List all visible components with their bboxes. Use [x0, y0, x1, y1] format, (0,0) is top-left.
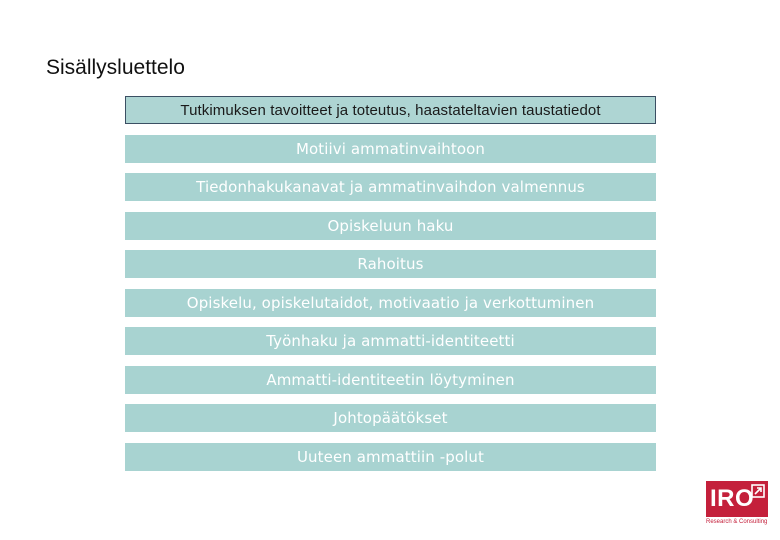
table-of-contents [125, 96, 656, 481]
toc-item-motiivi[interactable]: Motiivi ammatinvaihtoon [125, 135, 656, 163]
toc-item-tutkimuksen-tavoitteet[interactable]: Tutkimuksen tavoitteet ja toteutus, haastateltavien taustatiedot [125, 96, 656, 124]
toc-item-rahoitus[interactable]: Rahoitus [125, 250, 656, 278]
logo-tagline: Research & Consulting [706, 519, 768, 525]
toc-item-opiskeluun-haku[interactable]: Opiskeluun haku [125, 212, 656, 240]
toc-item-ammatti-identiteetin-loytyminen[interactable]: Ammatti-identiteetin löytyminen [125, 366, 656, 394]
page-title: Sisällysluettelo [46, 56, 185, 79]
logo-text: IRO [710, 485, 755, 512]
iro-logo [706, 481, 768, 525]
toc-item-tyonhaku[interactable]: Työnhaku ja ammatti-identiteetti [125, 327, 656, 355]
logo-box [706, 481, 768, 517]
toc-item-uuteen-ammattiin[interactable]: Uuteen ammattiin -polut [125, 443, 656, 471]
toc-item-johtopaatokset[interactable]: Johtopäätökset [125, 404, 656, 432]
arrow-icon [751, 484, 765, 498]
toc-item-opiskelu[interactable]: Opiskelu, opiskelutaidot, motivaatio ja verkottuminen [125, 289, 656, 317]
toc-item-tiedonhakukanavat[interactable]: Tiedonhakukanavat ja ammatinvaihdon valmennus [125, 173, 656, 201]
